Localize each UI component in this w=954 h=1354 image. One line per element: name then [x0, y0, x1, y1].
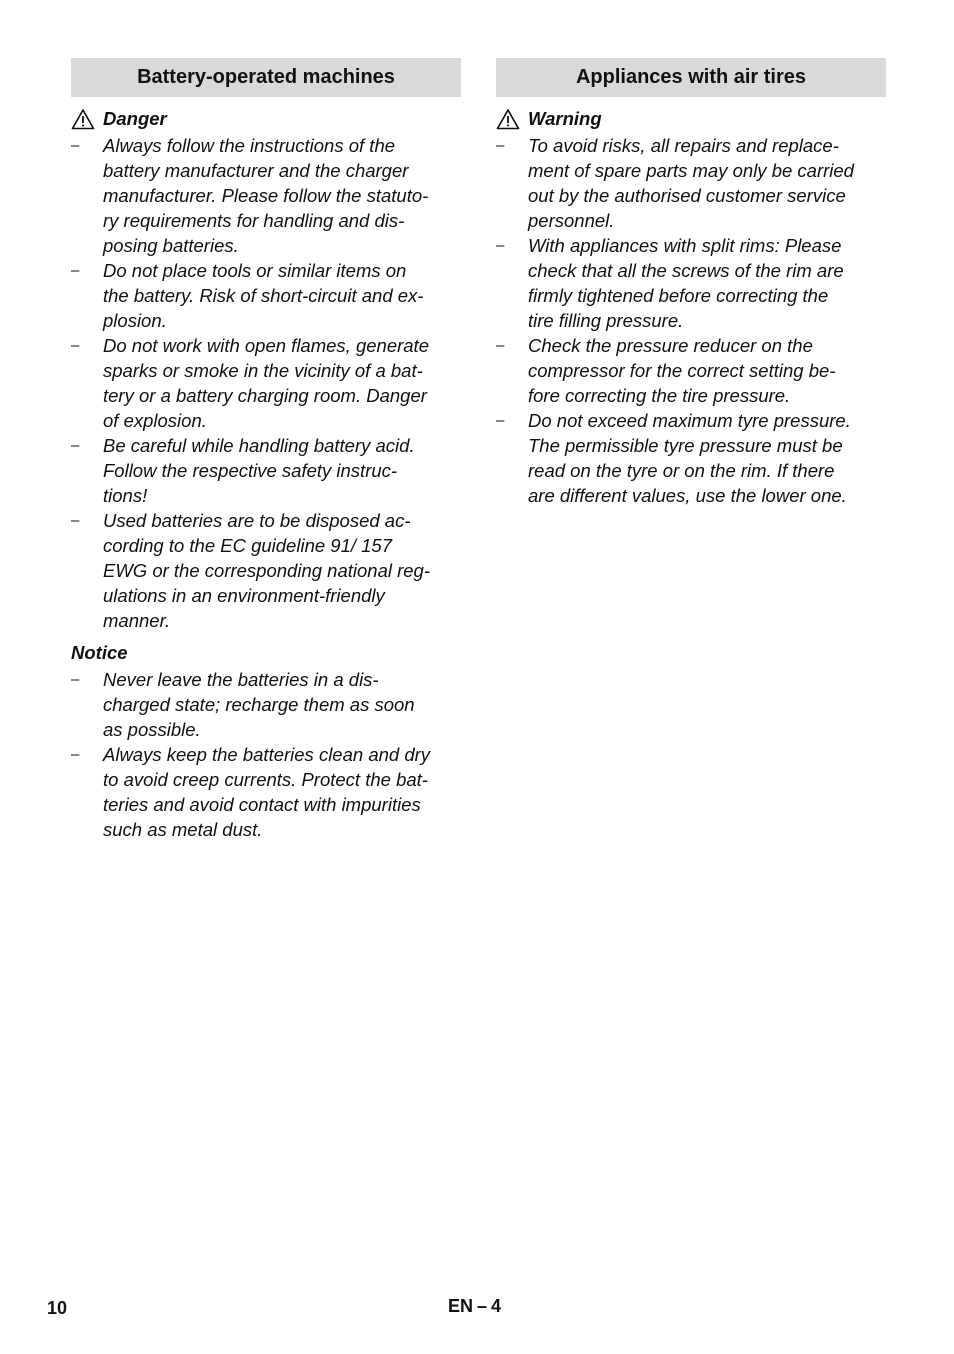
bullet-dash: – [71, 437, 80, 454]
left-column [71, 58, 461, 842]
warning-heading [496, 107, 886, 131]
list-item-text: To avoid risks, all repairs and replace- ment of spare parts may only be carried out by the authorised customer service personnel. [528, 135, 854, 231]
page-number: 10 [47, 1298, 68, 1318]
list-item [496, 408, 886, 508]
warning-triangle-icon [496, 108, 520, 130]
list-item-text: Do not exceed maximum tyre pressure. The permissible tyre pressure must be read on the tyre or on the rim. If there are different values, use the lower one. [528, 410, 851, 506]
list-item-text: Be careful while handling battery acid. Follow the respective safety instruc- tions! [103, 435, 415, 506]
notice-heading [71, 641, 461, 665]
section-header-battery: Battery-operated machines [71, 58, 461, 97]
list-item [71, 667, 461, 742]
list-item-text: Do not place tools or similar items on the battery. Risk of short-circuit and ex- plosion. [103, 260, 424, 331]
bullet-dash: – [496, 412, 505, 429]
list-item [496, 333, 886, 408]
list-item [71, 133, 461, 258]
bullet-dash: – [71, 671, 80, 688]
bullet-dash: – [496, 337, 505, 354]
bullet-dash: – [71, 337, 80, 354]
warning-list [496, 133, 886, 508]
list-item-text: Do not work with open flames, generate sparks or smoke in the vicinity of a bat- tery or a battery charging room. Danger of explosion. [103, 335, 429, 431]
footer-separator: – [477, 1296, 488, 1316]
danger-label: Danger [103, 108, 167, 129]
language-code: EN [448, 1296, 474, 1316]
bullet-dash: – [71, 262, 80, 279]
warning-label: Warning [528, 108, 602, 129]
list-item-text: Always keep the batteries clean and dry to avoid creep currents. Protect the bat- teries and avoid contact with impurities such as metal dust. [103, 744, 431, 840]
list-item [71, 508, 461, 633]
list-item [496, 133, 886, 233]
bullet-dash: – [496, 137, 505, 154]
bullet-dash: – [71, 746, 80, 763]
list-item [71, 742, 461, 842]
list-item-text: Always follow the instructions of the battery manufacturer and the charger manufacturer. Please follow the statuto- ry requirements for handling and dis- posing batteries. [103, 135, 429, 256]
danger-heading [71, 107, 461, 131]
list-item-text: Check the pressure reducer on the compressor for the correct setting be- fore correcting the tire pressure. [528, 335, 836, 406]
notice-label: Notice [71, 642, 128, 663]
bullet-dash: – [71, 137, 80, 154]
list-item-text: With appliances with split rims: Please check that all the screws of the rim are firmly tightened before correcting the tire filling pressure. [528, 235, 844, 331]
section-header-air-tires: Appliances with air tires [496, 58, 886, 97]
list-item [71, 258, 461, 333]
bullet-dash: – [496, 237, 505, 254]
list-item-text: Never leave the batteries in a dis- charged state; recharge them as soon as possible. [103, 669, 415, 740]
bullet-dash: – [71, 512, 80, 529]
warning-triangle-icon [71, 108, 95, 130]
list-item [71, 433, 461, 508]
list-item-text: Used batteries are to be disposed ac- cording to the EC guideline 91/ 157 EWG or the corresponding national reg- ulations in an environment-friendly manner. [103, 510, 431, 631]
list-item [71, 333, 461, 433]
notice-list [71, 667, 461, 842]
list-item [496, 233, 886, 333]
section-page-code [448, 1296, 501, 1317]
right-column [496, 58, 886, 508]
section-page-number: 4 [491, 1296, 502, 1316]
danger-list [71, 133, 461, 633]
